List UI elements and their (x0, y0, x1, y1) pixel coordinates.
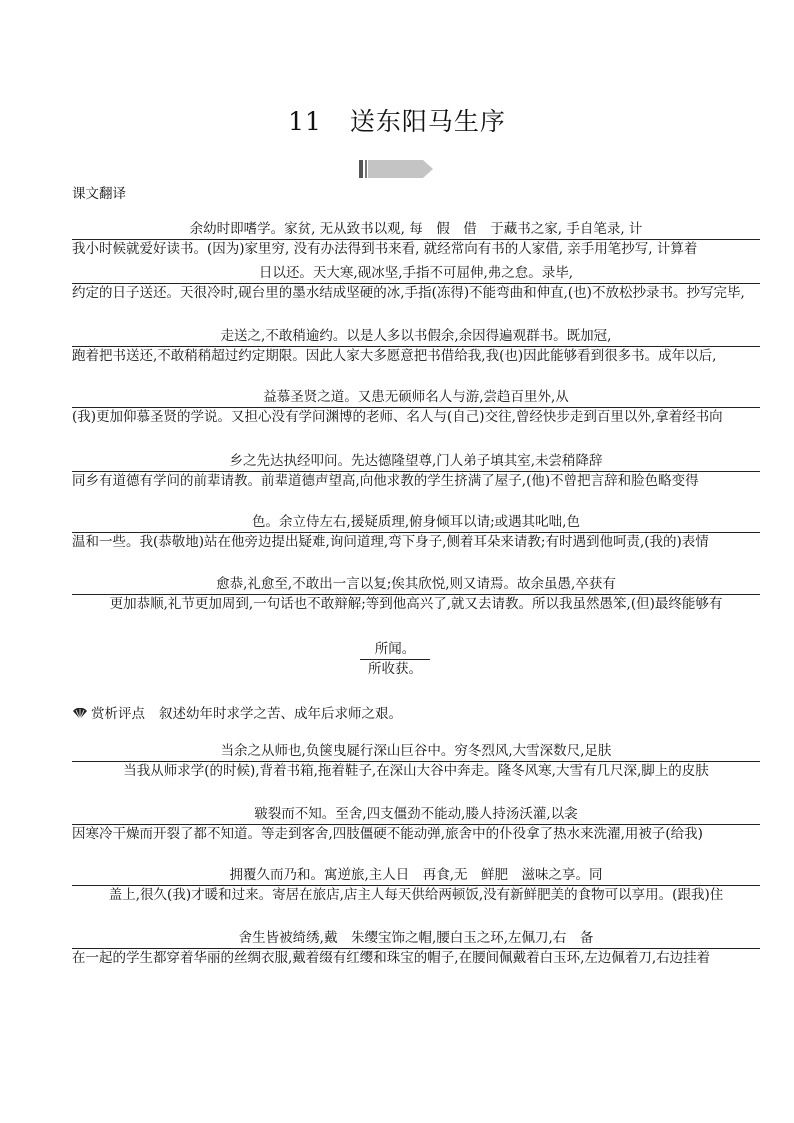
section-heading-label: 赏析评点 (91, 706, 145, 722)
translation-line: 当我从师求学(的时候),背着书箱,拖着鞋子,在深山大谷中奔走。隆冬风寒,大雪有几尺深,脚上的皮肤 (123, 763, 709, 779)
original-line: 余幼时即嗜学。家贫, 无从致书以观, 每 假 借 于藏书之家, 手自笔录, 计 (189, 221, 643, 237)
translation-line: 因寒冷干燥而开裂了都不知道。等走到客舍,四肢僵硬不能动弹,旅舍中的仆役拿了热水来洗濯,用被子(给我) (72, 826, 703, 842)
translation-line: 跑着把书送还,不敢稍稍超过约定期限。因此人家大多愿意把书借给我,我(也)因此能够看到很多书。成年以后, (72, 348, 717, 364)
original-line: 舍生皆被绮绣,戴 朱缨宝饰之帽,腰白玉之环,左佩刀,右 备 (238, 930, 594, 946)
fan-icon (72, 708, 88, 720)
translation-line: 更加恭顺,礼节更加周到,一句话也不敢辩解;等到他高兴了,就又去请教。所以我虽然愚笨,(但)最终能够有 (109, 596, 723, 612)
translation-pair-10 (72, 805, 760, 843)
section-heading-translation: 课文翻译 (72, 186, 126, 202)
translation-pair-9 (72, 742, 760, 780)
original-line: 日以还。天大寒,砚冰坚,手指不可屈伸,弗之怠。录毕, (258, 265, 574, 281)
appreciation-note: 叙述幼年时求学之苦、成年后求师之艰。 (159, 706, 402, 722)
original-line: 色。余立侍左右,援疑质理,俯身倾耳以请;或遇其叱咄,色 (252, 514, 580, 530)
translation-pair-2 (72, 264, 760, 302)
translation-pair-4 (72, 388, 760, 426)
lesson-title-text: 送东阳马生序 (349, 107, 506, 136)
lesson-number: 11 (288, 107, 322, 136)
translation-line: 所收获。 (368, 661, 422, 677)
translation-pair-1 (72, 220, 760, 258)
translation-pair-11 (72, 866, 760, 904)
original-line: 乡之先达执经叩问。先达德隆望尊,门人弟子填其室,未尝稍降辞 (229, 453, 603, 469)
translation-line: 温和一些。我(恭敬地)站在他旁边提出疑难,询问道理,弯下身子,侧着耳朵来请教;有时遇到他呵责,(我的)表情 (72, 534, 709, 550)
original-line: 拥覆久而乃和。寓逆旅,主人日 再食,无 鲜肥 滋味之享。同 (229, 867, 603, 883)
translation-line: 在一起的学生都穿着华丽的丝绸衣服,戴着缀有红缨和珠宝的帽子,在腰间佩戴着白玉环,左边佩着刀,右边挂着 (72, 950, 711, 966)
original-line: 当余之从师也,负箧曳屣行深山巨谷中。穷冬烈风,大雪深数尺,足肤 (220, 743, 612, 759)
original-line: 皲裂而不知。至舍,四支僵劲不能动,媵人持汤沃灌,以衾 (254, 806, 578, 822)
translation-line: 我小时候就爱好读书。(因为)家里穷, 没有办法得到书来看, 就经常向有书的人家借, 亲手用笔抄写, 计算着 (72, 241, 698, 257)
translation-line: 盖上,很久(我)才暖和过来。寄居在旅店,店主人每天供给两顿饭,没有新鲜肥美的食物可以享用。(跟我)住 (108, 887, 724, 903)
translation-line: 同乡有道德有学问的前辈请教。前辈道德声望高,向他求教的学生挤满了屋子,(他)不曾把言辞和脸色略变得 (72, 473, 699, 489)
translation-pair-8 (360, 640, 430, 678)
original-line: 所闻。 (374, 641, 416, 657)
translation-line: (我)更加仰慕圣贤的学说。又担心没有学问渊博的老师、名人与(自己)交往,曾经快步走到百里以外,拿着经书向 (72, 409, 723, 425)
original-line: 走送之,不敢稍逾约。以是人多以书假余,余因得遍观群书。既加冠, (220, 328, 612, 344)
original-line: 愈恭,礼愈至,不敢出一言以复;俟其欣悦,则又请焉。故余虽愚,卒获有 (216, 576, 616, 592)
section-heading-appreciation (72, 702, 402, 722)
translation-pair-6 (72, 513, 760, 551)
translation-pair-5 (72, 452, 760, 490)
translation-pair-12 (72, 929, 760, 967)
original-line: 益慕圣贤之道。又患无硕师名人与游,尝趋百里外,从 (263, 389, 569, 405)
section-banner-decoration (359, 160, 433, 178)
translation-pair-3 (72, 327, 760, 365)
translation-line: 约定的日子送还。天很冷时,砚台里的墨水结成坚硬的冰,手指(冻得)不能弯曲和伸直,(也)不放松抄录书。抄写完毕, (72, 285, 745, 301)
lesson-title (0, 102, 794, 138)
translation-pair-7 (72, 575, 760, 613)
